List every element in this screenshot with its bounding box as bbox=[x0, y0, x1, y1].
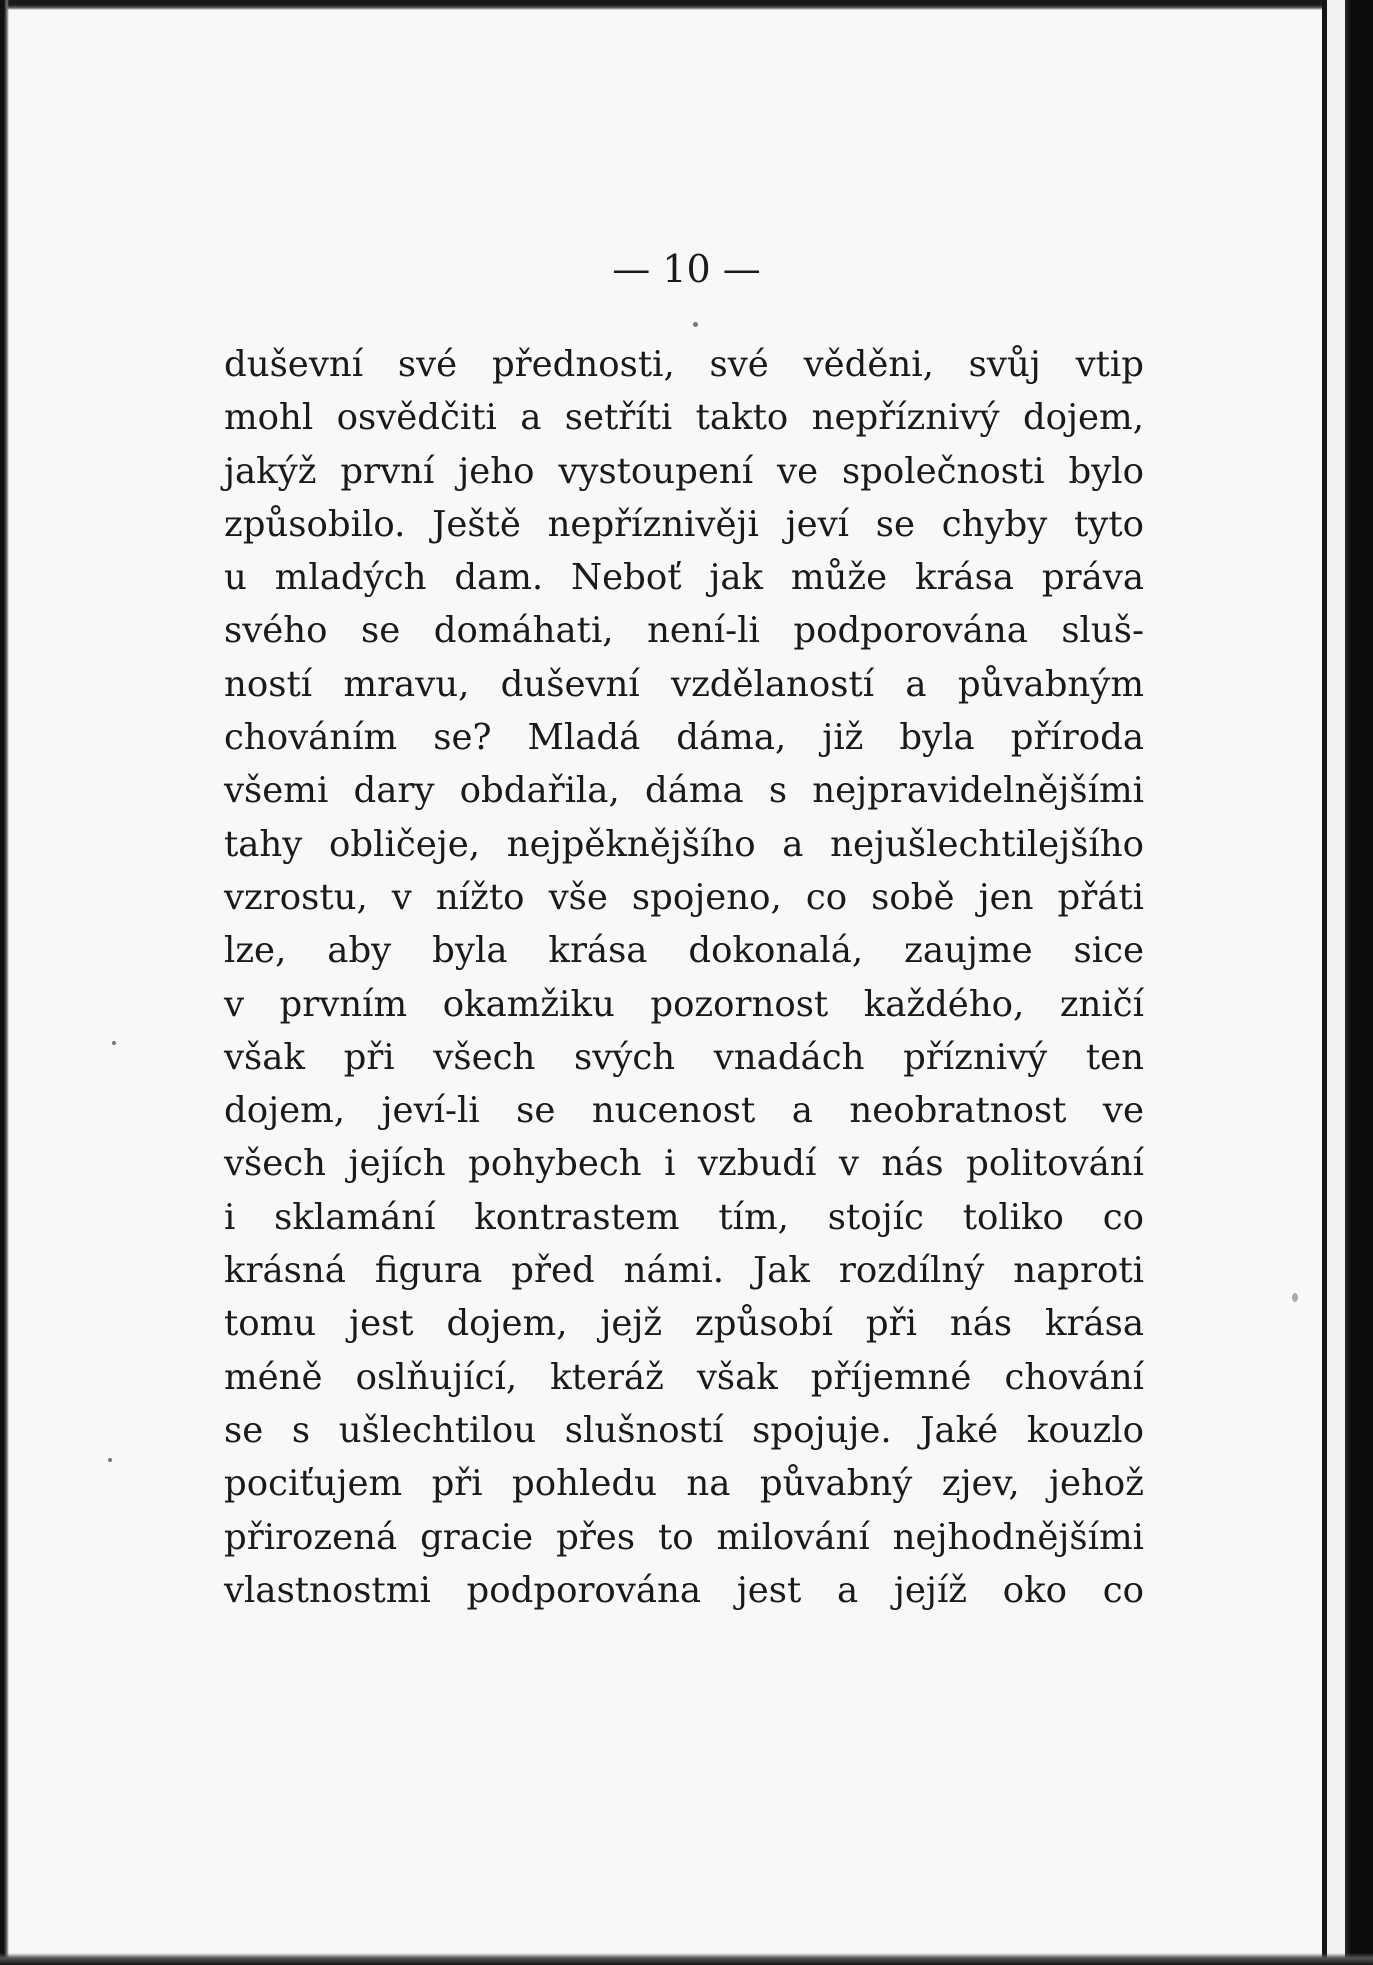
text-line: duševní své přednosti, své věděni, svůj vtip bbox=[224, 344, 1144, 385]
text-line: jakýž první jeho vystoupení ve společnosti bylo bbox=[224, 450, 1144, 492]
text-line: i sklamání kontrastem tím, stojíc toliko co bbox=[224, 1196, 1144, 1238]
text-line: všemi dary obdařila, dáma s nejpravidelnějšími bbox=[224, 770, 1144, 812]
scan-edge-right-gap bbox=[1327, 0, 1345, 1965]
page-number: — 10 — bbox=[612, 247, 761, 291]
scan-edge-right-border bbox=[1345, 0, 1373, 1965]
text-line: vlastnostmi podporována jest a jejíž oko co bbox=[224, 1569, 1144, 1611]
text-line: způsobilo. Ještě nepříznivěji jeví se chyby tyto bbox=[224, 503, 1144, 545]
body-text bbox=[224, 338, 1144, 1617]
text-line: tahy obličeje, nejpěknějšího a nejušlechtilejšího bbox=[224, 823, 1144, 865]
text-line: dojem, jeví-li se nucenost a neobratnost ve bbox=[224, 1090, 1144, 1132]
text-line: mohl osvědčiti a setříti takto nepříznivý dojem, bbox=[224, 397, 1144, 439]
text-line: tomu jest dojem, jejž způsobí při nás krása bbox=[224, 1303, 1144, 1345]
text-line: krásná figura před námi. Jak rozdílný naproti bbox=[224, 1250, 1144, 1292]
scan-edge-left bbox=[0, 0, 9, 1965]
ink-speck bbox=[1292, 1293, 1298, 1302]
ink-speck bbox=[112, 1041, 116, 1045]
text-line: se s ušlechtilou slušností spojuje. Jaké kouzlo bbox=[224, 1409, 1144, 1451]
text-line: vzrostu, v nížto vše spojeno, co sobě jen přáti bbox=[224, 876, 1144, 918]
text-line: v prvním okamžiku pozornost každého, zničí bbox=[224, 983, 1144, 1025]
text-line: přirozená gracie přes to milování nejhodnějšími bbox=[224, 1516, 1144, 1558]
scan-edge-top bbox=[0, 0, 1373, 10]
scan-edge-bottom bbox=[0, 1953, 1373, 1965]
text-line: lze, aby byla krása dokonalá, zaujme sice bbox=[224, 930, 1144, 972]
text-line: u mladých dam. Neboť jak může krása práva bbox=[224, 557, 1144, 599]
text-line: všech jejích pohybech i vzbudí v nás politování bbox=[224, 1143, 1144, 1185]
ink-speck bbox=[108, 1458, 112, 1462]
text-line: méně oslňující, kteráž však příjemné chování bbox=[224, 1356, 1144, 1398]
text-line: pociťujem při pohledu na půvabný zjev, jehož bbox=[224, 1463, 1144, 1505]
text-line: ností mravu, duševní vzdělaností a půvabným bbox=[224, 663, 1144, 705]
ink-speck bbox=[693, 322, 698, 327]
text-line: však při všech svých vnadách příznivý ten bbox=[224, 1036, 1144, 1078]
text-line: svého se domáhati, není-li podporována sluš- bbox=[224, 610, 1144, 652]
text-line: chováním se? Mladá dáma, již byla příroda bbox=[224, 717, 1144, 759]
